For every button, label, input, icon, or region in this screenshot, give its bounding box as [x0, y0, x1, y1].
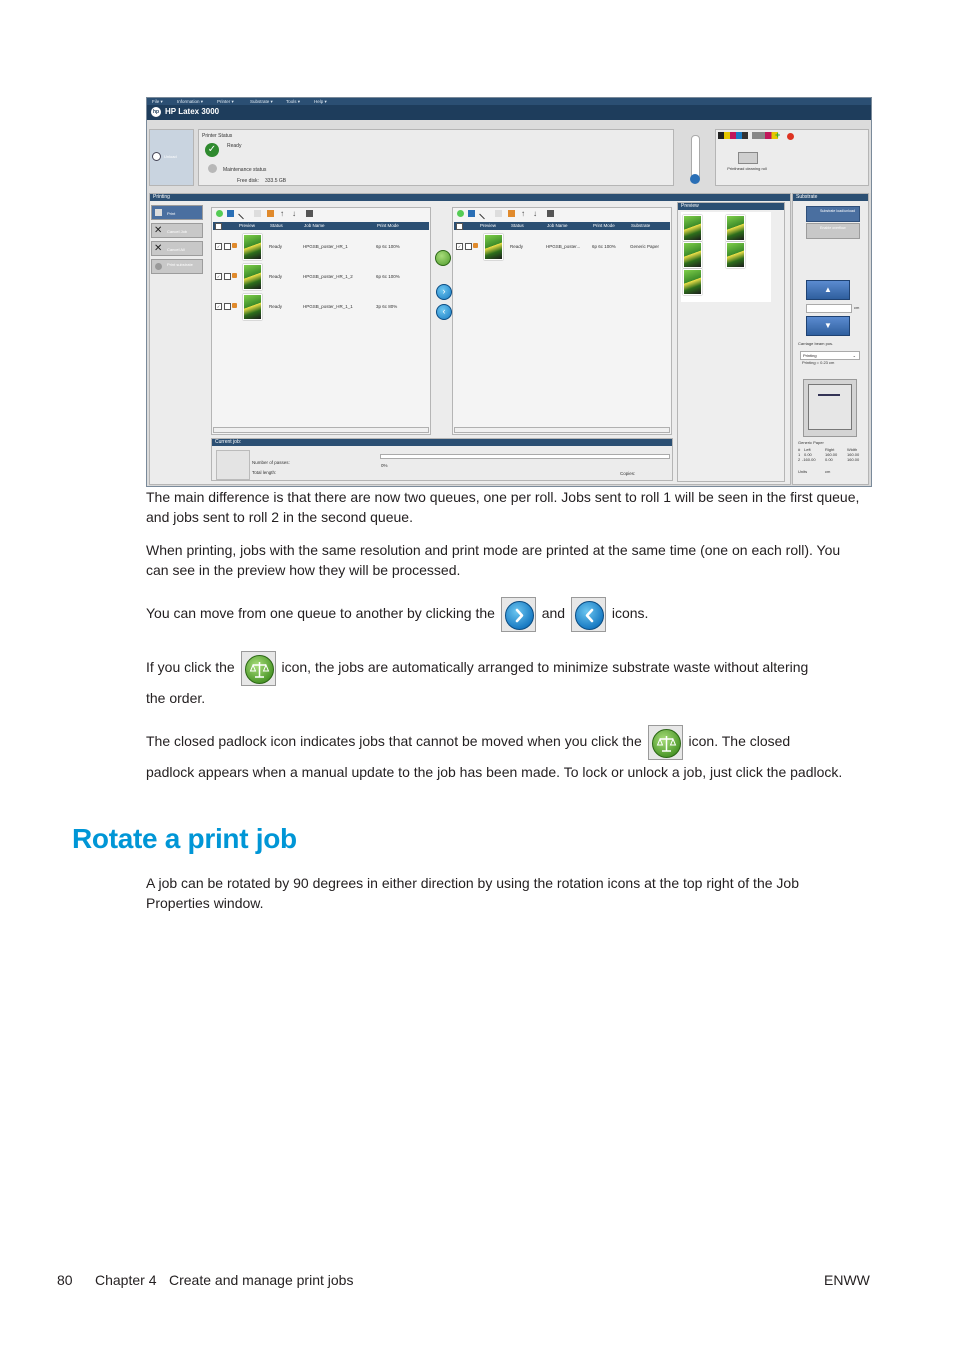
queue-1: ↑ ↓ ✓ Preview Status Job Name Print Mode ✓ Ready HPGSB_poster_HR_1 6p 6c 100% ✓ Ready HPGSB_poster_HR_1_2 6p 6c 100% ✓ Ready HPGSB_poster_HR_1_1 3p 6c 80%	[211, 207, 431, 435]
menu-file[interactable]: File ▾	[152, 99, 163, 104]
cancel-all-button[interactable]: ✕ Cancel All	[151, 241, 203, 256]
job-thumbnail	[243, 294, 262, 320]
maintenance-icon	[208, 164, 217, 173]
footer-code: ENWW	[824, 1272, 870, 1288]
printhead-cleaning-label: Printhead cleaning roll	[727, 166, 767, 171]
ink-cartridges-icon	[718, 132, 748, 139]
move-text-1: You can move from one queue to another by clicking the	[146, 605, 495, 621]
add-job-icon[interactable]	[216, 210, 223, 217]
chevron-down-icon: ⌄	[852, 353, 856, 358]
chapter-label: Chapter 4	[95, 1272, 157, 1288]
chapter-title: Create and manage print jobs	[169, 1272, 354, 1288]
delete-icon[interactable]	[306, 210, 313, 217]
current-job-thumbnail	[216, 450, 250, 480]
move-down-icon[interactable]: ↓	[292, 209, 296, 218]
queue-1-header: ✓ Preview Status Job Name Print Mode	[213, 222, 429, 230]
padlock-text-1: The closed padlock icon indicates jobs that cannot be moved when you click the	[146, 733, 642, 749]
paragraph-printing: When printing, jobs with the same resolution and print mode are printed at the same time (one on each roll). You can see in the preview how they will be processed.	[146, 542, 841, 578]
free-disk-value: 333.5 GB	[265, 178, 287, 184]
scale-inline-icon-2	[648, 725, 683, 760]
job-thumbnail	[243, 264, 262, 290]
move-text-3: icons.	[611, 605, 649, 621]
move-right-inline-icon	[501, 597, 536, 632]
folder-icon[interactable]	[468, 210, 475, 217]
app-screenshot	[146, 97, 872, 487]
power-icon	[152, 152, 161, 161]
move-left-button[interactable]: ‹	[436, 304, 452, 320]
cancel-icon: ✕	[154, 225, 163, 236]
move-up-button[interactable]: ▲	[806, 280, 850, 300]
move-right-button[interactable]: ›	[436, 284, 452, 300]
arrange-text-2: icon, the jobs are automatically arranged to minimize substrate waste without altering	[281, 659, 809, 675]
printer-diagram	[803, 379, 857, 437]
menu-tools[interactable]: Tools ▾	[286, 99, 301, 104]
section-heading: Rotate a print job	[72, 823, 297, 854]
print-button[interactable]: Print	[151, 205, 203, 220]
paragraph-move-queue	[146, 595, 866, 632]
edit-icon[interactable]	[238, 209, 249, 220]
check-icon: ✓	[205, 143, 219, 157]
menu-information[interactable]: Information ▾	[177, 99, 204, 104]
add-job-icon[interactable]	[457, 210, 464, 217]
printer-status-panel	[198, 129, 674, 186]
edit-icon[interactable]	[479, 209, 490, 220]
move-down-button[interactable]: ▼	[806, 316, 850, 336]
move-up-icon[interactable]: ↑	[521, 209, 525, 218]
paragraph-arrange	[146, 649, 866, 686]
current-job-panel	[211, 438, 673, 481]
page-number: 80	[57, 1272, 73, 1288]
unload-panel	[149, 129, 194, 186]
hp-logo-icon: hp	[152, 109, 160, 115]
padlock-text-3: padlock appears when a manual update to the job has been made. To lock or unlock a job, just click the padlock.	[146, 764, 843, 780]
queue-1-scrollbar[interactable]	[213, 427, 429, 433]
padlock-text-2: icon. The closed	[688, 733, 791, 749]
preview-title: Preview	[678, 203, 784, 210]
delete-icon[interactable]	[547, 210, 554, 217]
arrange-text-1: If you click the	[146, 659, 235, 675]
ink-panel	[715, 129, 869, 186]
free-disk-label: Free disk:	[237, 178, 259, 184]
move-text-2: and	[541, 605, 566, 621]
cancel-all-icon: ✕	[154, 243, 163, 254]
position-input[interactable]	[806, 304, 852, 313]
copies-label: Copies:	[620, 471, 636, 476]
printer-status-title: Printer Status	[202, 133, 233, 139]
progress-bar	[380, 454, 670, 459]
queue-2-scrollbar[interactable]	[454, 427, 670, 433]
preview-canvas	[681, 212, 771, 302]
move-down-icon[interactable]: ↓	[533, 209, 537, 218]
scale-inline-icon	[241, 651, 276, 686]
app-title-bar	[147, 105, 871, 120]
copy-icon[interactable]	[254, 210, 261, 217]
paragraph-rotate: A job can be rotated by 90 degrees in either direction by using the rotation icons at the top right of the Job Properties window.	[146, 875, 799, 911]
paragraph-padlock	[146, 723, 866, 760]
error-icon	[787, 133, 794, 140]
app-title: HP Latex 3000	[165, 107, 220, 116]
move-left-inline-icon	[571, 597, 606, 632]
print-substrate-button[interactable]: Print substrate	[151, 259, 203, 274]
cancel-job-button[interactable]: ✕ Cancel Job	[151, 223, 203, 238]
unit-label: cm	[854, 305, 860, 310]
lock-icon[interactable]	[267, 210, 274, 217]
progress-value: 0%	[381, 463, 388, 468]
job-thumbnail	[243, 234, 262, 260]
copy-icon[interactable]	[495, 210, 502, 217]
add-icon: +	[775, 130, 781, 140]
menu-help[interactable]: Help ▾	[314, 99, 327, 104]
preview-panel	[677, 202, 785, 482]
substrate-panel: Substrate Substrate load/unload Enable overflow ▲ cm ▼ Carriage beam pos. Printing ⌄ Printing = 0.23 cm Generic Paper # Left Right Width 1 0.00 160.00 160.00 2 -160.00 0.00 160.00 Units cm	[792, 193, 869, 485]
menu-printer[interactable]: Printer ▾	[217, 99, 234, 104]
printing-title: Printing	[150, 194, 790, 201]
substrate-load-button[interactable]: Substrate load/unload	[806, 206, 860, 222]
arrange-scale-button[interactable]	[435, 250, 451, 266]
move-up-icon[interactable]: ↑	[280, 209, 284, 218]
carriage-label: Carriage beam pos.	[798, 341, 834, 346]
printhead-icon	[738, 152, 758, 164]
menu-substrate[interactable]: Substrate ▾	[250, 99, 273, 104]
maintenance-label: Maintenance status	[223, 167, 267, 173]
job-thumbnail	[484, 234, 503, 260]
queue-2-header: ✓ Preview Status Job Name Print Mode Substrate	[454, 222, 670, 230]
arrange-text-3: the order.	[146, 690, 206, 706]
menu-bar	[147, 98, 871, 105]
paper-name: Generic Paper	[798, 440, 824, 445]
unload-button[interactable]: Unload	[164, 154, 177, 159]
folder-icon[interactable]	[227, 210, 234, 217]
carriage-value: Printing = 0.23 cm	[802, 360, 835, 365]
lock-icon[interactable]	[508, 210, 515, 217]
current-job-title: Current job:	[212, 439, 672, 446]
length-label: Total length:	[252, 470, 277, 475]
paragraph-queues: The main difference is that there are now two queues, one per roll. Jobs sent to roll 1 will be seen in the first queue, and jobs sent to roll 2 in the second queue.	[146, 489, 860, 525]
gear-icon	[155, 263, 162, 270]
carriage-select[interactable]: Printing ⌄	[800, 351, 860, 360]
status-text: Ready	[227, 143, 242, 149]
passes-label: Number of passes:	[252, 460, 290, 465]
substrate-title: Substrate	[793, 194, 868, 201]
queue-2: ↑ ↓ ✓ Preview Status Job Name Print Mode Substrate ✓ Ready HPGSB_poster... 6p 6c 100% Generic Paper	[452, 207, 672, 435]
enable-overflow-button[interactable]: Enable overflow	[806, 223, 860, 239]
thermometer-icon	[691, 135, 700, 182]
